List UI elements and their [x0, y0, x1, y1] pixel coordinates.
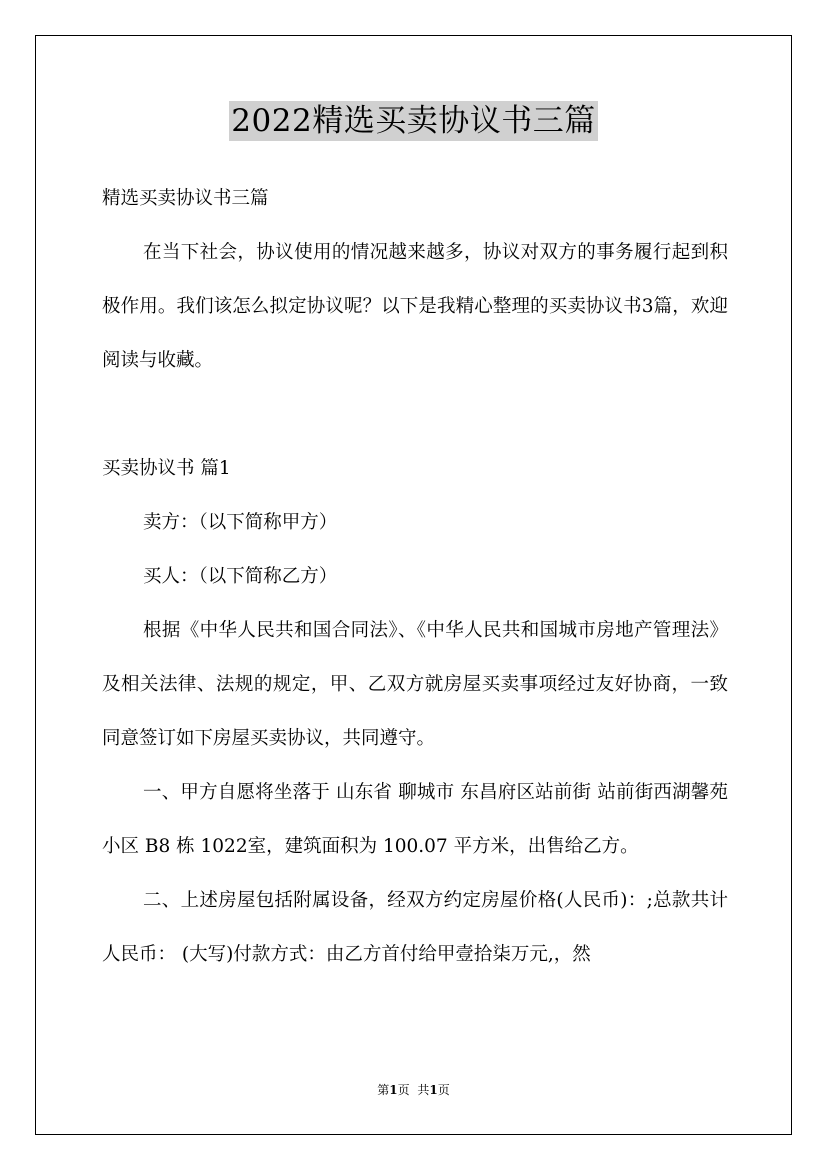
section-heading: 买卖协议书 篇1: [102, 458, 231, 479]
title-container: [0, 101, 827, 141]
page-label-suffix: 页: [397, 1083, 410, 1097]
clause-2-paragraph: 二、上述房屋包括附属设备，经双方约定房屋价格(人民币)：;总款共计人民币： (大写)付款方式：由乙方首付给甲壹拾柒万元,，然: [102, 890, 728, 965]
document-subtitle: 精选买卖协议书三篇: [102, 188, 269, 209]
page-footer: [0, 1082, 827, 1098]
legal-basis-paragraph: 根据《中华人民共和国合同法》、《中华人民共和国城市房地产管理法》及相关法律、法规的规定，甲、乙双方就房屋买卖事项经过友好协商，一致同意签订如下房屋买卖协议，共同遵守。: [102, 620, 728, 749]
total-pages: 1: [429, 1083, 438, 1097]
page-label-prefix: 第: [377, 1083, 390, 1097]
total-label-prefix: 共: [417, 1083, 430, 1097]
clause-1-paragraph: 一、甲方自愿将坐落于 山东省 聊城市 东昌府区站前街 站前街西湖馨苑 小区 B8 栋 1022室，建筑面积为 100.07 平方米，出售给乙方。: [102, 782, 728, 857]
document-title: 2022精选买卖协议书三篇: [231, 103, 596, 139]
blank-line: [102, 388, 728, 442]
document-body: [102, 172, 728, 982]
seller-line: 卖方：（以下简称甲方）: [143, 512, 338, 533]
total-label-suffix: 页: [437, 1083, 450, 1097]
intro-paragraph: 在当下社会，协议使用的情况越来越多，协议对双方的事务履行起到积极作用。我们该怎么拟定协议呢？以下是我精心整理的买卖协议书3篇，欢迎阅读与收藏。: [102, 242, 728, 371]
page-number: 1: [389, 1083, 398, 1097]
buyer-line: 买人：（以下简称乙方）: [143, 566, 338, 587]
